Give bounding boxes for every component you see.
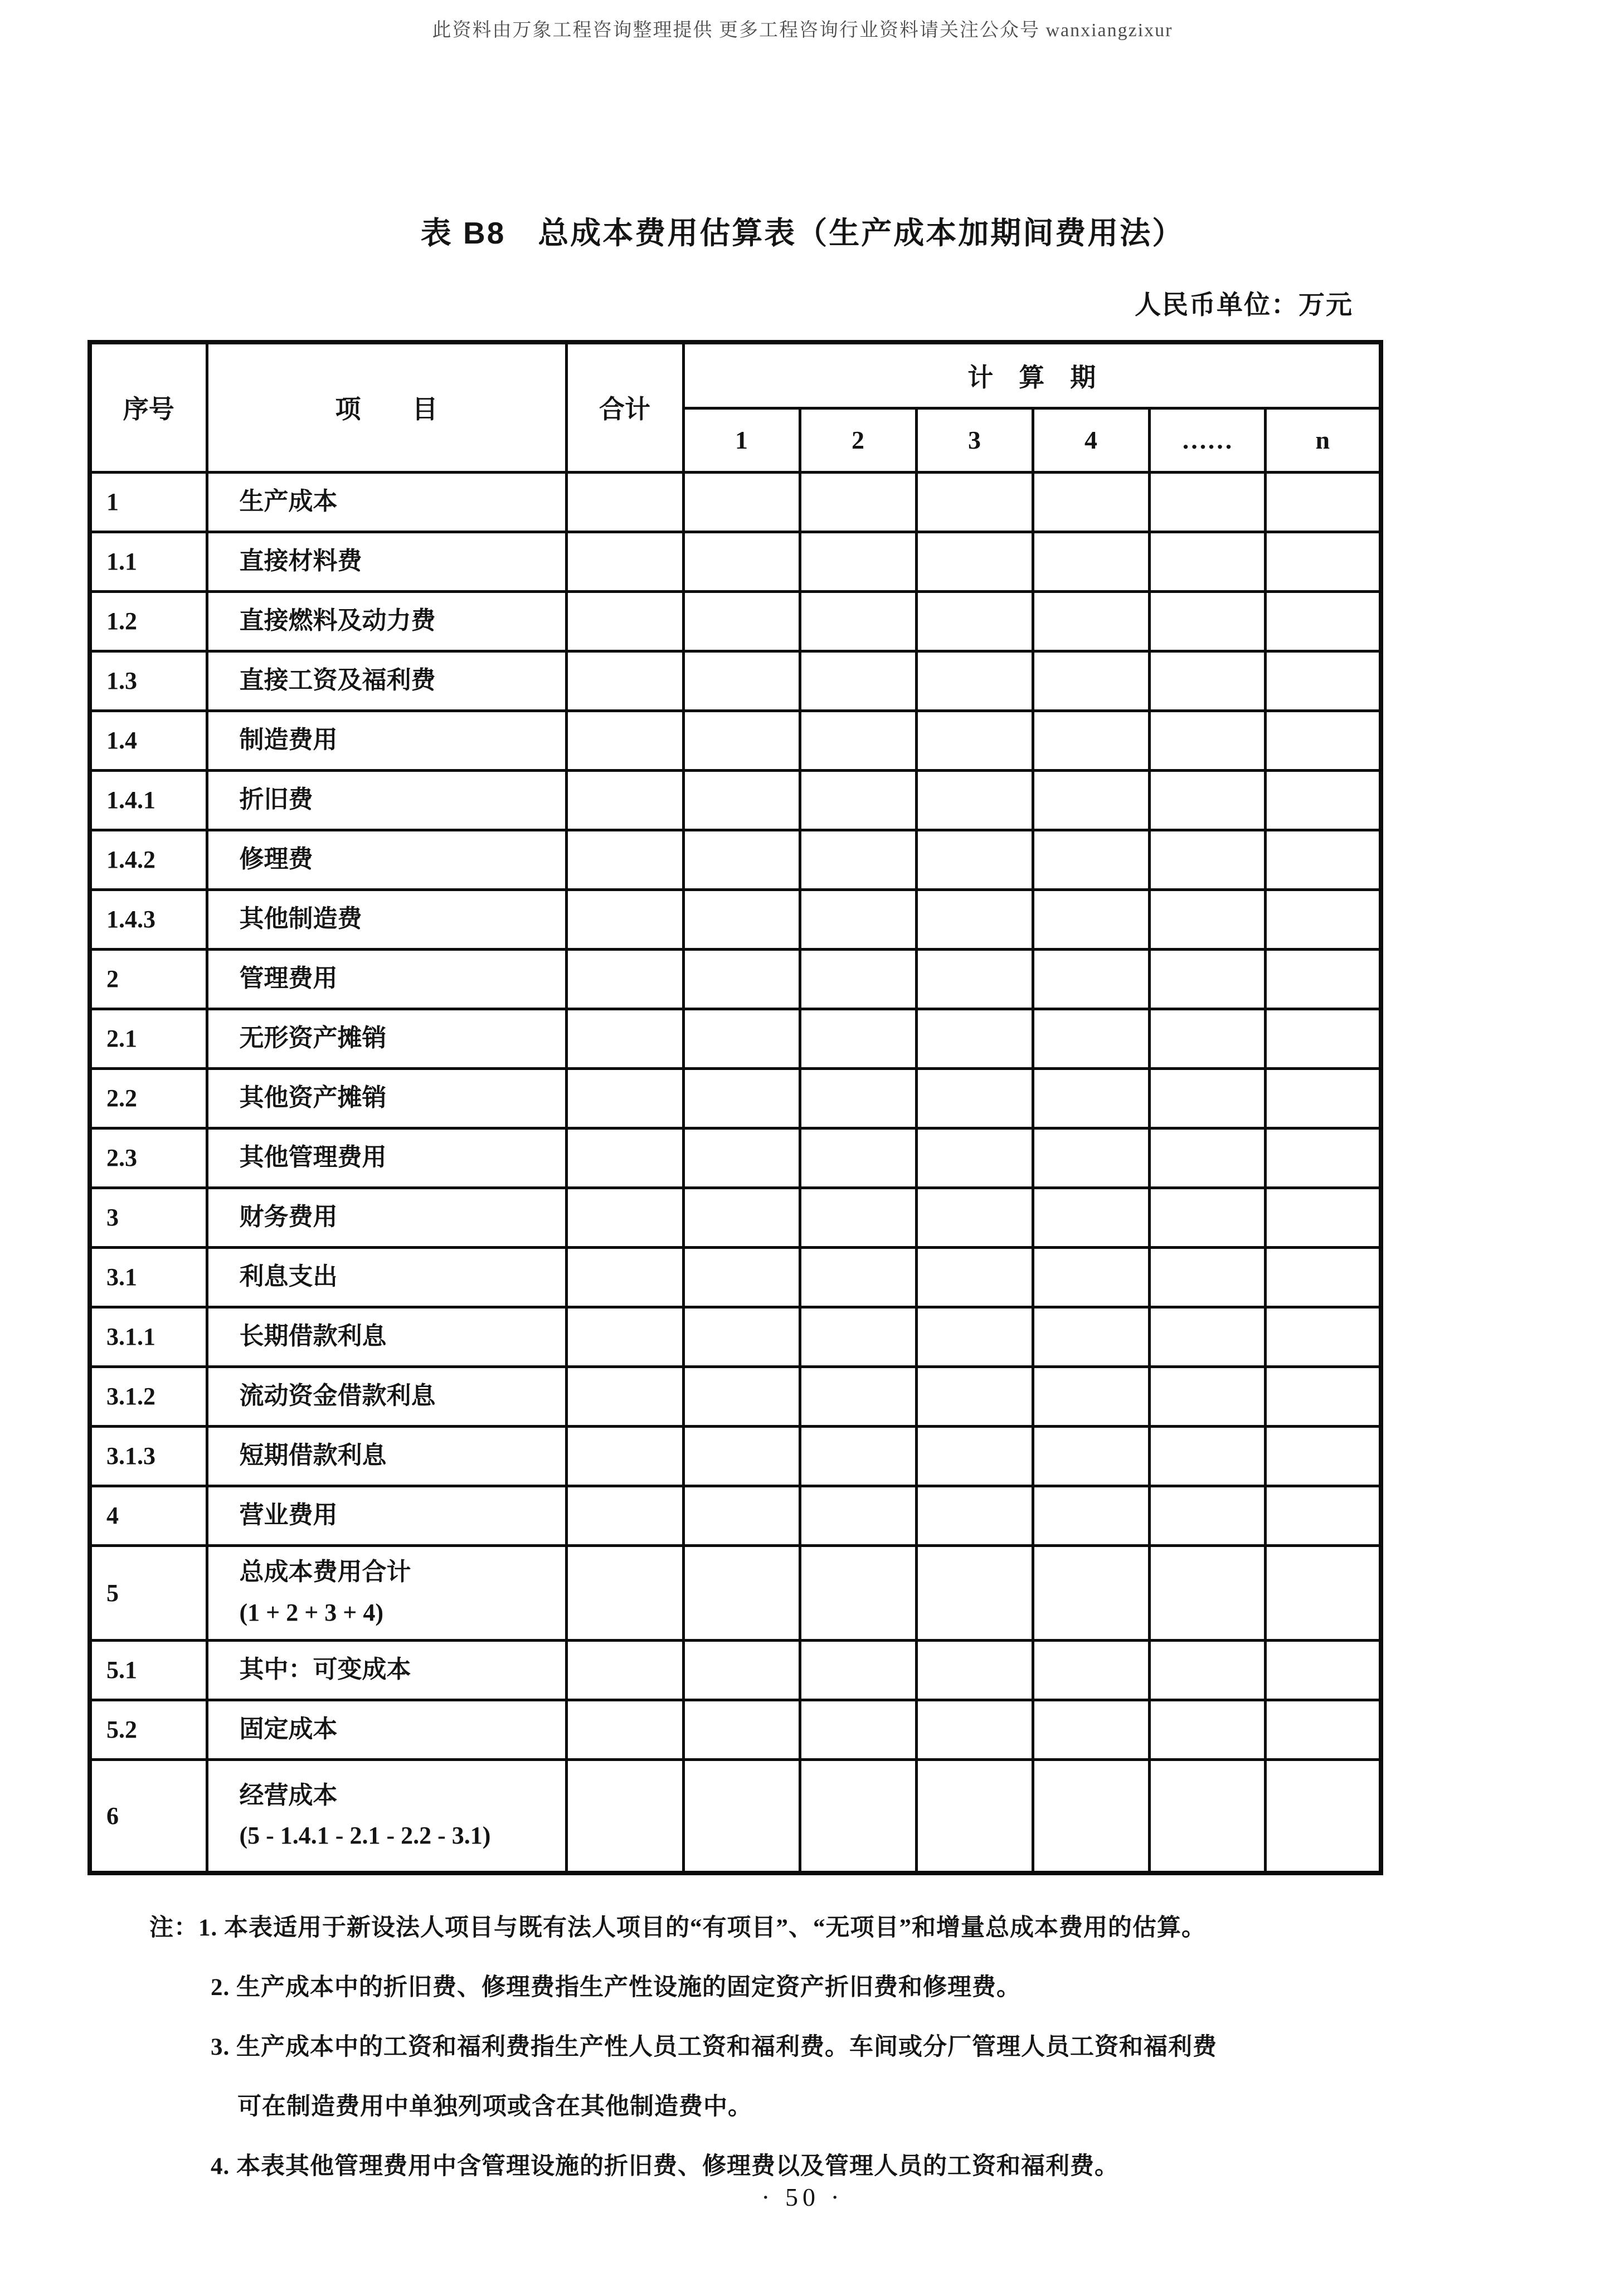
value-cell [916,472,1033,532]
value-cell [1033,1068,1149,1128]
value-cell [1265,472,1381,532]
value-cell [1265,1700,1381,1759]
value-cell [1033,1486,1149,1545]
row-seq-cell: 1.1 [90,532,207,591]
value-cell [800,1068,916,1128]
value-cell [683,1128,800,1188]
value-cell [800,1188,916,1247]
row-item-cell [207,889,566,949]
value-cell [916,1068,1033,1128]
value-cell [683,1486,800,1545]
value-cell [1265,1307,1381,1366]
header-total: 合计 [566,342,683,472]
table-row [90,1700,1381,1759]
currency-unit-label: 人民币单位：万元 [1135,291,1353,320]
value-cell [1149,1486,1265,1545]
cost-table [87,340,1383,1875]
value-cell [566,651,683,711]
value-cell [1265,1128,1381,1188]
value-cell [566,1307,683,1366]
row-seq-cell: 2.1 [90,1009,207,1068]
header-period-1: 1 [683,408,800,472]
value-cell [800,532,916,591]
value-cell [1265,1009,1381,1068]
value-cell [1265,1366,1381,1426]
value-cell [1149,532,1265,591]
value-cell [683,889,800,949]
value-cell [800,770,916,830]
value-cell [683,1426,800,1486]
row-seq-cell: 1.4.1 [90,770,207,830]
value-cell [566,1068,683,1128]
cost-table-wrapper [87,340,1379,1875]
item-label: 经营成本 [239,1781,338,1809]
table-row [90,770,1381,830]
row-item-cell [207,1068,566,1128]
value-cell [1265,1545,1381,1640]
notes-block [149,1898,1509,2196]
value-cell [916,1009,1033,1068]
row-item-cell [207,1188,566,1247]
row-item-cell [207,830,566,889]
value-cell [1149,1426,1265,1486]
value-cell [683,770,800,830]
header-item: 项 目 [207,342,566,472]
value-cell [800,889,916,949]
item-label: 其他制造费 [239,905,362,933]
value-cell [916,651,1033,711]
row-seq-cell: 1.4 [90,711,207,770]
row-item-cell [207,532,566,591]
header-period-ellipsis: …… [1149,408,1265,472]
value-cell [566,1545,683,1640]
table-row [90,532,1381,591]
row-seq-cell: 1.3 [90,651,207,711]
value-cell [1033,472,1149,532]
value-cell [1033,1545,1149,1640]
value-cell [800,1009,916,1068]
value-cell [916,1545,1033,1640]
value-cell [800,1700,916,1759]
value-cell [1149,1188,1265,1247]
value-cell [1265,1640,1381,1700]
item-label: 财务费用 [239,1203,338,1231]
value-cell [566,770,683,830]
note-line-1: 注：1. 本表适用于新设法人项目与既有法人项目的“有项目”、“无项目”和增量总成本费用的估算。 [149,1915,1206,1941]
row-item-cell [207,1247,566,1307]
value-cell [916,1307,1033,1366]
value-cell [1033,591,1149,651]
value-cell [683,1307,800,1366]
row-item-cell [207,949,566,1009]
value-cell [1149,1366,1265,1426]
value-cell [566,1640,683,1700]
value-cell [1033,1307,1149,1366]
value-cell [566,949,683,1009]
value-cell [800,651,916,711]
value-cell [1033,770,1149,830]
item-label: 修理费 [239,845,313,873]
header-row-1 [90,342,1381,408]
table-row [90,1486,1381,1545]
table-row [90,1759,1381,1873]
table-row [90,1128,1381,1188]
value-cell [800,830,916,889]
value-cell [1033,1247,1149,1307]
row-seq-cell: 3.1.2 [90,1366,207,1426]
value-cell [566,532,683,591]
item-label: 短期借款利息 [239,1442,387,1470]
row-item-cell [207,711,566,770]
header-period-3: 3 [916,408,1033,472]
value-cell [1265,889,1381,949]
value-cell [800,1426,916,1486]
value-cell [800,711,916,770]
value-cell [1033,1009,1149,1068]
value-cell [800,472,916,532]
table-row [90,1640,1381,1700]
value-cell [683,651,800,711]
value-cell [566,1486,683,1545]
value-cell [1265,770,1381,830]
value-cell [1033,1700,1149,1759]
table-row [90,1188,1381,1247]
row-seq-cell: 2.2 [90,1068,207,1128]
value-cell [566,472,683,532]
table-row [90,1366,1381,1426]
item-label: 折旧费 [239,786,313,814]
value-cell [800,1486,916,1545]
value-cell [1033,1366,1149,1426]
value-cell [916,1247,1033,1307]
item-label: 生产成本 [239,488,338,515]
value-cell [1265,1247,1381,1307]
row-seq-cell: 5 [90,1545,207,1640]
value-cell [566,711,683,770]
item-label: 总成本费用合计 [239,1558,411,1586]
value-cell [683,591,800,651]
table-row [90,889,1381,949]
item-label: 利息支出 [239,1263,338,1291]
value-cell [916,770,1033,830]
value-cell [1033,711,1149,770]
value-cell [683,1009,800,1068]
table-row [90,1307,1381,1366]
value-cell [1265,711,1381,770]
value-cell [1265,830,1381,889]
value-cell [1033,1128,1149,1188]
value-cell [800,1366,916,1426]
value-cell [1149,1640,1265,1700]
value-cell [683,830,800,889]
table-row [90,1068,1381,1128]
value-cell [800,1307,916,1366]
value-cell [1033,889,1149,949]
item-label: 长期借款利息 [239,1322,387,1350]
item-label: 其中：可变成本 [239,1656,411,1684]
item-label: 制造费用 [239,726,338,754]
row-item-cell [207,1128,566,1188]
value-cell [1265,949,1381,1009]
value-cell [566,1759,683,1873]
row-seq-cell: 3.1.1 [90,1307,207,1366]
value-cell [1265,591,1381,651]
value-cell [683,1700,800,1759]
item-label: 其他管理费用 [239,1144,387,1171]
value-cell [1265,532,1381,591]
value-cell [1033,651,1149,711]
value-cell [1033,949,1149,1009]
item-label: 其他资产摊销 [239,1084,387,1112]
item-formula: (5 - 1.4.1 - 2.1 - 2.2 - 3.1) [239,1822,491,1850]
note-line-3b: 可在制造费用中单独列项或含在其他制造费中。 [237,2094,752,2120]
value-cell [1033,1188,1149,1247]
value-cell [800,1545,916,1640]
item-label: 直接材料费 [239,547,362,575]
item-label: 流动资金借款利息 [239,1382,436,1410]
value-cell [1265,1068,1381,1128]
page-number: · 50 · [761,2183,844,2211]
value-cell [683,711,800,770]
value-cell [683,1366,800,1426]
value-cell [1033,830,1149,889]
value-cell [800,591,916,651]
value-cell [800,1640,916,1700]
value-cell [683,1188,800,1247]
row-item-cell [207,651,566,711]
value-cell [566,1128,683,1188]
row-seq-cell: 2 [90,949,207,1009]
value-cell [1033,532,1149,591]
value-cell [683,1545,800,1640]
header-period-n: n [1265,408,1381,472]
value-cell [916,1486,1033,1545]
value-cell [916,1700,1033,1759]
value-cell [800,949,916,1009]
value-cell [1033,1426,1149,1486]
table-row [90,949,1381,1009]
value-cell [566,1009,683,1068]
value-cell [800,1247,916,1307]
row-item-cell [207,1700,566,1759]
row-seq-cell: 5.2 [90,1700,207,1759]
value-cell [683,1640,800,1700]
table-row [90,1545,1381,1640]
value-cell [1149,770,1265,830]
value-cell [683,1247,800,1307]
value-cell [916,711,1033,770]
value-cell [1149,651,1265,711]
value-cell [916,1759,1033,1873]
header-period-group: 计 算 期 [683,342,1381,408]
value-cell [566,591,683,651]
value-cell [1149,1128,1265,1188]
row-seq-cell: 6 [90,1759,207,1873]
row-item-cell [207,1366,566,1426]
table-row [90,711,1381,770]
row-seq-cell: 1 [90,472,207,532]
value-cell [1149,1009,1265,1068]
value-cell [566,1188,683,1247]
value-cell [683,472,800,532]
value-cell [1149,472,1265,532]
header-period-2: 2 [800,408,916,472]
table-row [90,651,1381,711]
row-seq-cell: 2.3 [90,1128,207,1188]
value-cell [800,1759,916,1873]
table-row [90,1247,1381,1307]
row-item-cell [207,472,566,532]
value-cell [1265,1759,1381,1873]
row-item-cell [207,1640,566,1700]
row-seq-cell: 1.4.3 [90,889,207,949]
value-cell [1265,1486,1381,1545]
value-cell [1033,1640,1149,1700]
item-label: 直接工资及福利费 [239,667,436,694]
value-cell [916,1128,1033,1188]
value-cell [916,1188,1033,1247]
value-cell [1149,711,1265,770]
value-cell [916,1640,1033,1700]
row-item-cell [207,1307,566,1366]
header-period-4: 4 [1033,408,1149,472]
value-cell [916,830,1033,889]
value-cell [1149,889,1265,949]
value-cell [1149,1759,1265,1873]
value-cell [916,889,1033,949]
watermark-text: 此资料由万象工程咨询整理提供 更多工程咨询行业资料请关注公众号 wanxiangzixur [432,20,1173,41]
value-cell [1265,1426,1381,1486]
value-cell [916,591,1033,651]
value-cell [1149,1545,1265,1640]
value-cell [916,1366,1033,1426]
item-label: 固定成本 [239,1715,338,1743]
value-cell [683,532,800,591]
item-label: 直接燃料及动力费 [239,607,436,635]
page-title: 表 B8 总成本费用估算表（生产成本加期间费用法） [420,216,1185,250]
value-cell [566,1700,683,1759]
item-label: 管理费用 [239,965,338,993]
row-seq-cell: 1.4.2 [90,830,207,889]
note-line-2: 2. 生产成本中的折旧费、修理费指生产性设施的固定资产折旧费和修理费。 [211,1974,1021,2001]
row-item-cell [207,591,566,651]
value-cell [1149,949,1265,1009]
row-item-cell [207,770,566,830]
row-item-cell [207,1426,566,1486]
value-cell [1149,591,1265,651]
value-cell [1149,1068,1265,1128]
row-item-cell [207,1545,566,1640]
table-row [90,1009,1381,1068]
value-cell [1033,1759,1149,1873]
row-seq-cell: 3.1.3 [90,1426,207,1486]
value-cell [800,1128,916,1188]
row-item-cell [207,1486,566,1545]
value-cell [1265,1188,1381,1247]
value-cell [916,532,1033,591]
value-cell [683,1759,800,1873]
row-item-cell [207,1759,566,1873]
value-cell [916,1426,1033,1486]
value-cell [683,1068,800,1128]
item-formula: (1 + 2 + 3 + 4) [239,1599,384,1626]
table-body [90,472,1381,1873]
table-row [90,830,1381,889]
row-seq-cell: 3 [90,1188,207,1247]
value-cell [683,949,800,1009]
row-seq-cell: 4 [90,1486,207,1545]
row-seq-cell: 1.2 [90,591,207,651]
value-cell [566,1366,683,1426]
table-row [90,591,1381,651]
value-cell [566,830,683,889]
value-cell [1149,830,1265,889]
row-item-cell [207,1009,566,1068]
value-cell [1149,1307,1265,1366]
value-cell [1149,1247,1265,1307]
value-cell [566,1247,683,1307]
note-line-4: 4. 本表其他管理费用中含管理设施的折旧费、修理费以及管理人员的工资和福利费。 [211,2153,1119,2180]
header-seq-no: 序号 [90,342,207,472]
value-cell [916,949,1033,1009]
value-cell [566,1426,683,1486]
value-cell [1265,651,1381,711]
row-seq-cell: 5.1 [90,1640,207,1700]
item-label: 无形资产摊销 [239,1024,387,1052]
note-line-3a: 3. 生产成本中的工资和福利费指生产性人员工资和福利费。车间或分厂管理人员工资和福利费 [211,2034,1217,2060]
row-seq-cell: 3.1 [90,1247,207,1307]
item-label: 营业费用 [239,1501,338,1529]
value-cell [1149,1700,1265,1759]
value-cell [566,889,683,949]
table-row [90,1426,1381,1486]
table-row [90,472,1381,532]
